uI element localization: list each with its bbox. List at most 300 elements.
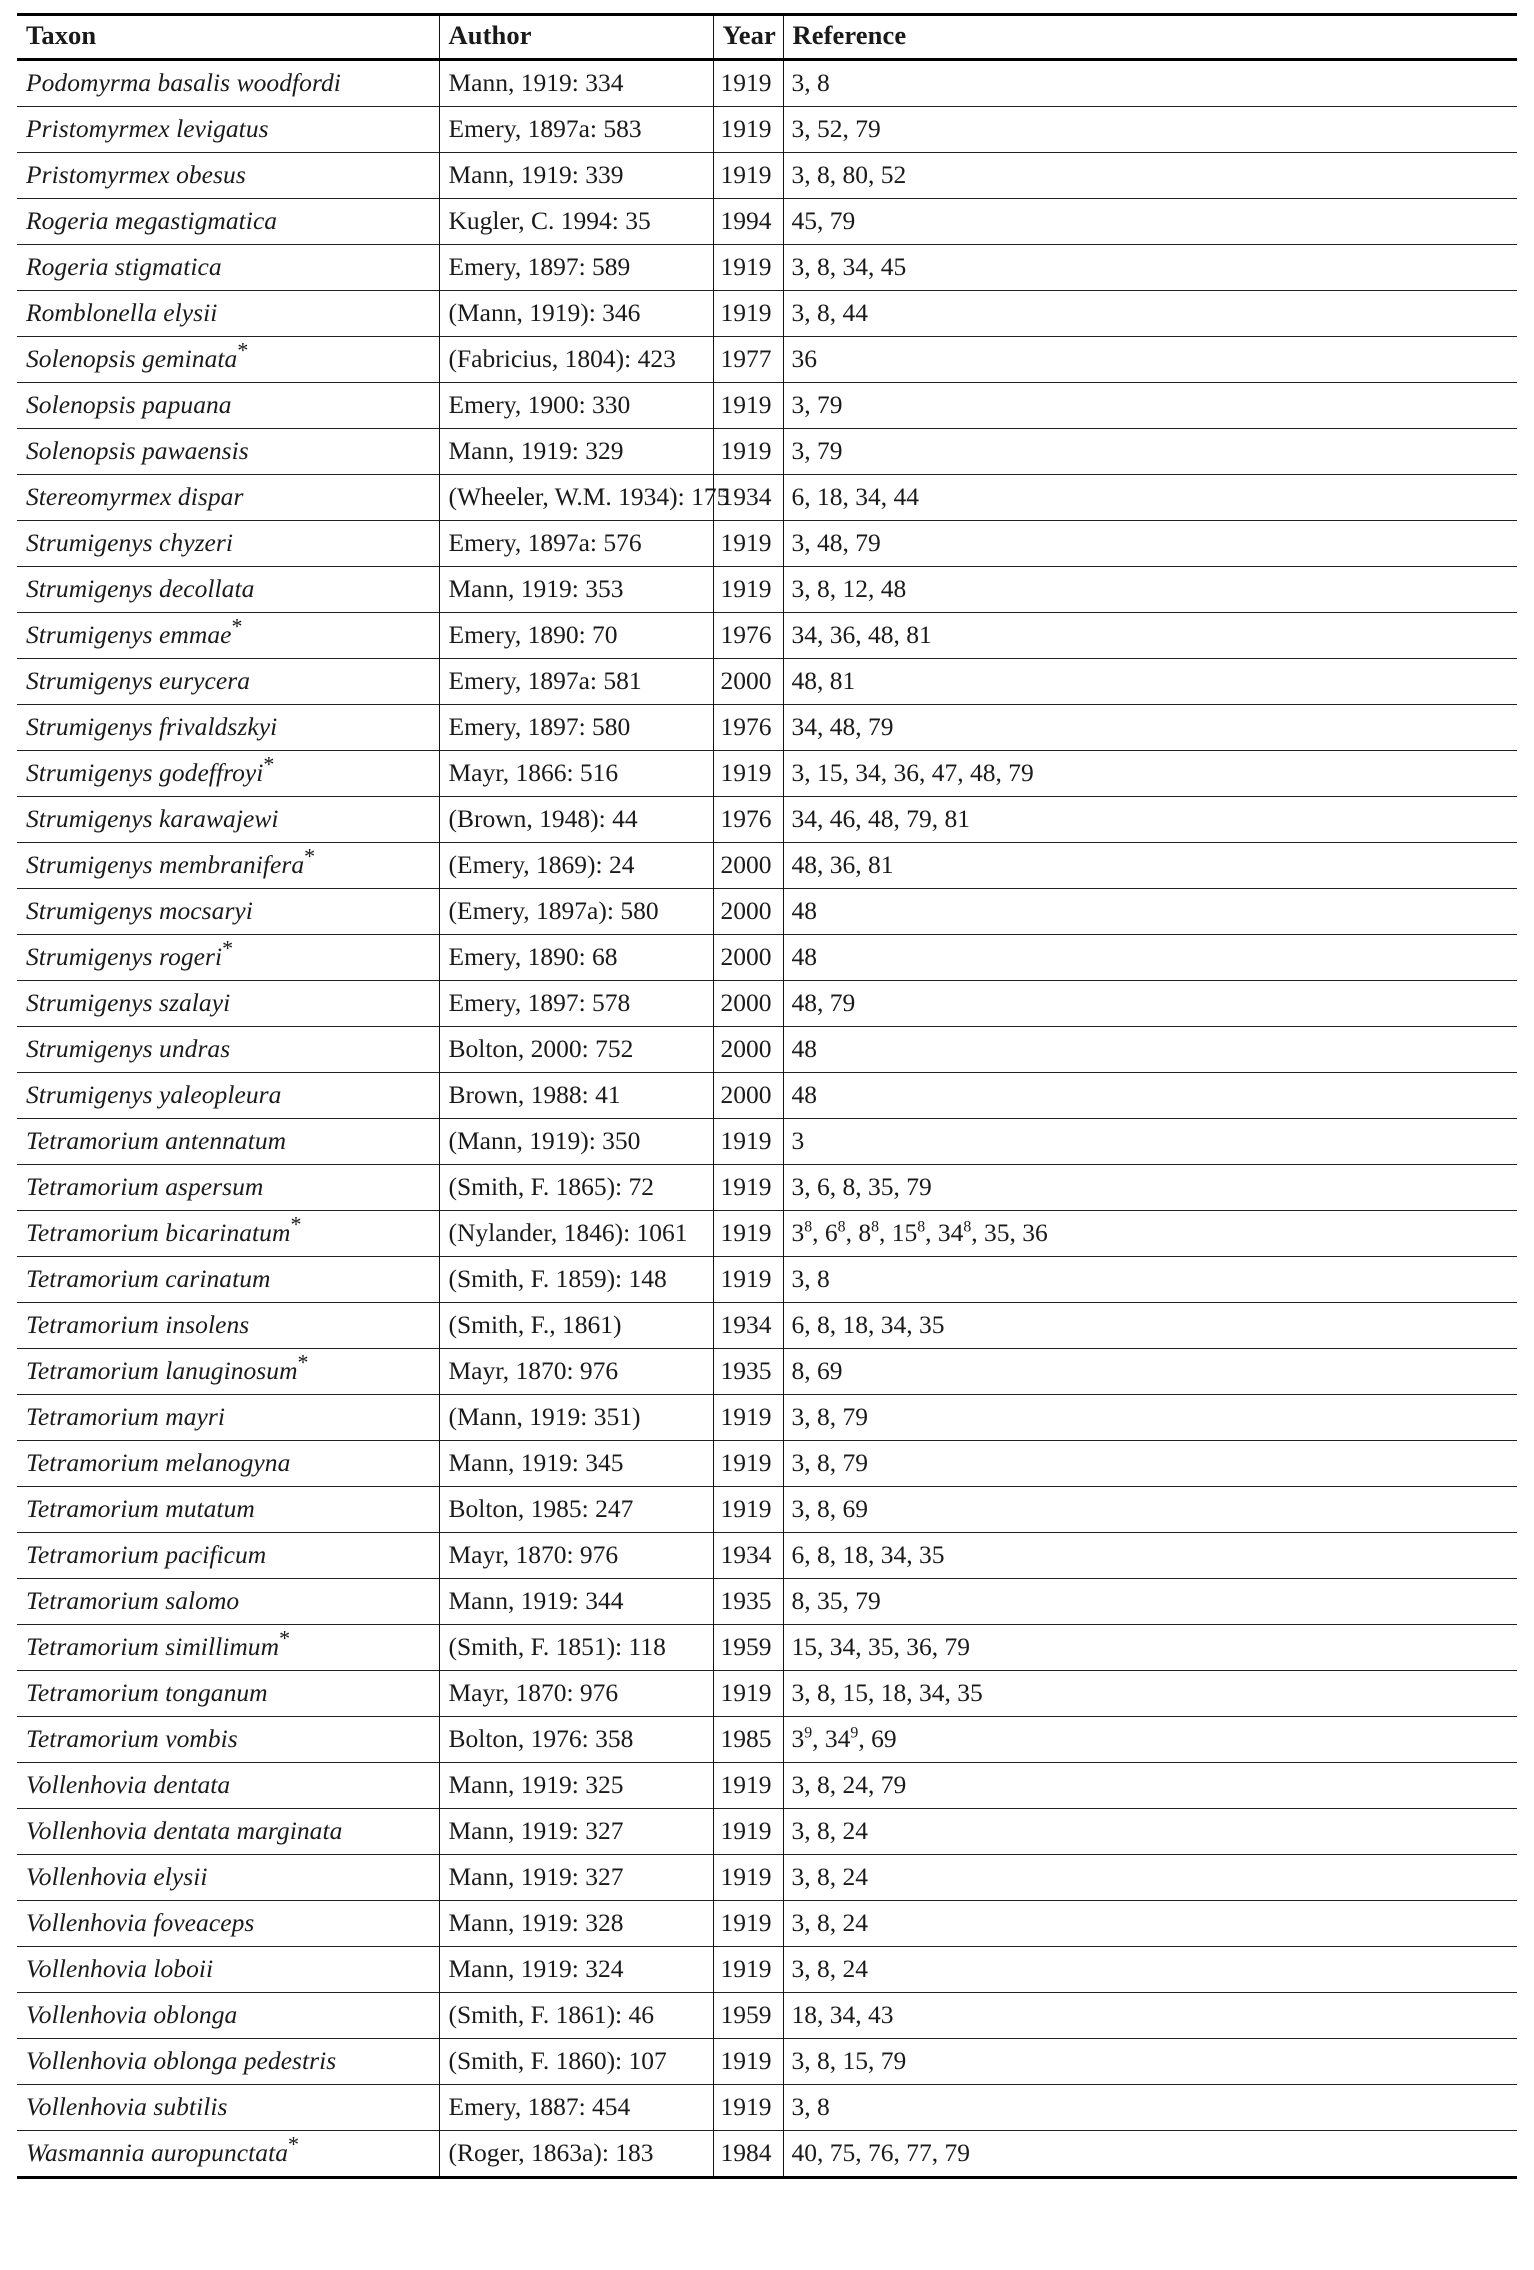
cell-taxon	[17, 1854, 439, 1900]
cell-year: 1919	[713, 428, 783, 474]
cell-reference: 15, 34, 35, 36, 79	[783, 1624, 1517, 1670]
table-row	[17, 520, 1517, 566]
cell-reference	[783, 1210, 1517, 1256]
cell-taxon	[17, 1716, 439, 1762]
cell-year: 1985	[713, 1716, 783, 1762]
cell-author: (Emery, 1869): 24	[439, 842, 713, 888]
table-row	[17, 1578, 1517, 1624]
taxon-name: Solenopsis geminata	[26, 343, 238, 373]
table-header	[17, 15, 1517, 60]
cell-author: Mann, 1919: 353	[439, 566, 713, 612]
cell-year: 1919	[713, 382, 783, 428]
taxon-name: Strumigenys membranifera	[26, 849, 305, 879]
cell-year: 1977	[713, 336, 783, 382]
table-row	[17, 1946, 1517, 1992]
cell-taxon	[17, 1670, 439, 1716]
cell-reference: 48	[783, 1026, 1517, 1072]
table-row	[17, 1762, 1517, 1808]
taxon-name: Strumigenys chyzeri	[26, 527, 234, 557]
document-page	[0, 13, 1534, 2270]
table-row	[17, 566, 1517, 612]
cell-year: 1976	[713, 704, 783, 750]
cell-taxon	[17, 520, 439, 566]
cell-reference: 34, 46, 48, 79, 81	[783, 796, 1517, 842]
cell-author: Mann, 1919: 327	[439, 1854, 713, 1900]
cell-author: Mann, 1919: 345	[439, 1440, 713, 1486]
reference-token: , 6	[812, 1217, 838, 1247]
cell-author: Emery, 1887: 454	[439, 2084, 713, 2130]
taxon-name: Stereomyrmex dispar	[26, 481, 244, 511]
table-body	[17, 59, 1517, 2176]
taxon-name: Pristomyrmex levigatus	[26, 113, 269, 143]
cell-reference: 48	[783, 1072, 1517, 1118]
cell-year: 1976	[713, 796, 783, 842]
cell-year: 2000	[713, 888, 783, 934]
taxon-name: Vollenhovia elysii	[26, 1861, 208, 1891]
cell-author: Mann, 1919: 334	[439, 59, 713, 106]
asterisk-marker: *	[288, 2131, 300, 2157]
cell-author: Bolton, 2000: 752	[439, 1026, 713, 1072]
cell-author: Emery, 1897a: 576	[439, 520, 713, 566]
cell-year: 1919	[713, 152, 783, 198]
column-header-author: Author	[439, 15, 713, 60]
cell-year: 2000	[713, 1026, 783, 1072]
table-row	[17, 1854, 1517, 1900]
cell-author: Emery, 1897a: 581	[439, 658, 713, 704]
cell-author: Mann, 1919: 325	[439, 1762, 713, 1808]
cell-taxon	[17, 1578, 439, 1624]
cell-reference: 48	[783, 888, 1517, 934]
cell-author: Emery, 1890: 70	[439, 612, 713, 658]
table-row	[17, 290, 1517, 336]
reference-superscript: 8	[917, 1218, 926, 1236]
cell-author: Emery, 1890: 68	[439, 934, 713, 980]
taxon-name: Strumigenys yaleopleura	[26, 1079, 282, 1109]
cell-author: (Mann, 1919): 350	[439, 1118, 713, 1164]
table-row	[17, 1394, 1517, 1440]
cell-year: 1919	[713, 1854, 783, 1900]
cell-reference: 3, 8, 79	[783, 1394, 1517, 1440]
cell-year: 1919	[713, 290, 783, 336]
cell-taxon	[17, 244, 439, 290]
cell-reference: 3, 79	[783, 382, 1517, 428]
cell-reference: 18, 34, 43	[783, 1992, 1517, 2038]
cell-author: Mann, 1919: 328	[439, 1900, 713, 1946]
cell-year: 2000	[713, 934, 783, 980]
cell-year: 2000	[713, 980, 783, 1026]
table-row	[17, 1072, 1517, 1118]
taxon-name: Strumigenys karawajewi	[26, 803, 279, 833]
cell-reference: 3, 8, 69	[783, 1486, 1517, 1532]
cell-author: Mann, 1919: 329	[439, 428, 713, 474]
asterisk-marker: *	[290, 1211, 302, 1237]
taxon-name: Vollenhovia dentata	[26, 1769, 231, 1799]
cell-taxon	[17, 336, 439, 382]
cell-reference: 3, 48, 79	[783, 520, 1517, 566]
taxon-name: Tetramorium carinatum	[26, 1263, 271, 1293]
cell-year: 1919	[713, 1900, 783, 1946]
taxon-name: Strumigenys frivaldszkyi	[26, 711, 278, 741]
cell-year: 1934	[713, 1532, 783, 1578]
cell-taxon	[17, 1164, 439, 1210]
cell-reference: 3, 8, 12, 48	[783, 566, 1517, 612]
cell-taxon	[17, 1440, 439, 1486]
cell-year: 2000	[713, 1072, 783, 1118]
cell-reference: 3, 52, 79	[783, 106, 1517, 152]
cell-reference: 8, 35, 79	[783, 1578, 1517, 1624]
cell-author: (Smith, F. 1865): 72	[439, 1164, 713, 1210]
reference-superscript: 8	[804, 1218, 813, 1236]
cell-taxon	[17, 842, 439, 888]
cell-year: 1934	[713, 1302, 783, 1348]
table-row	[17, 1624, 1517, 1670]
table-row	[17, 1808, 1517, 1854]
table-row	[17, 336, 1517, 382]
reference-token: , 34	[925, 1217, 964, 1247]
cell-author: Emery, 1897: 580	[439, 704, 713, 750]
reference-token: 3	[791, 1217, 805, 1247]
table-row	[17, 428, 1517, 474]
cell-taxon	[17, 1210, 439, 1256]
table-row	[17, 106, 1517, 152]
cell-reference: 48, 36, 81	[783, 842, 1517, 888]
taxon-name: Tetramorium lanuginosum	[26, 1355, 298, 1385]
cell-taxon	[17, 796, 439, 842]
cell-year: 1919	[713, 2038, 783, 2084]
table-row	[17, 1716, 1517, 1762]
table-row	[17, 1486, 1517, 1532]
cell-reference: 3, 8, 24	[783, 1900, 1517, 1946]
table-row	[17, 980, 1517, 1026]
table-row	[17, 612, 1517, 658]
cell-year: 1919	[713, 1670, 783, 1716]
cell-reference: 40, 75, 76, 77, 79	[783, 2130, 1517, 2176]
table-row	[17, 750, 1517, 796]
taxon-name: Vollenhovia oblonga	[26, 1999, 238, 2029]
cell-taxon	[17, 980, 439, 1026]
cell-reference: 3, 8, 24	[783, 1808, 1517, 1854]
cell-taxon	[17, 1900, 439, 1946]
cell-author: Emery, 1897a: 583	[439, 106, 713, 152]
cell-taxon	[17, 1808, 439, 1854]
cell-reference: 3, 8, 79	[783, 1440, 1517, 1486]
reference-token: , 69	[858, 1723, 897, 1753]
cell-taxon	[17, 612, 439, 658]
cell-author: (Smith, F. 1851): 118	[439, 1624, 713, 1670]
cell-year: 1919	[713, 1164, 783, 1210]
table-row	[17, 1532, 1517, 1578]
cell-year: 1984	[713, 2130, 783, 2176]
cell-taxon	[17, 152, 439, 198]
taxon-name: Vollenhovia loboii	[26, 1953, 214, 1983]
taxon-name: Strumigenys mocsaryi	[26, 895, 253, 925]
taxon-name: Rogeria stigmatica	[26, 251, 222, 281]
taxon-name: Vollenhovia subtilis	[26, 2091, 228, 2121]
asterisk-marker: *	[237, 337, 249, 363]
table-row	[17, 382, 1517, 428]
asterisk-marker: *	[297, 1349, 309, 1375]
taxon-name: Tetramorium insolens	[26, 1309, 250, 1339]
cell-reference: 3, 8, 34, 45	[783, 244, 1517, 290]
cell-year: 1919	[713, 1762, 783, 1808]
table-row	[17, 1440, 1517, 1486]
taxon-name: Vollenhovia foveaceps	[26, 1907, 255, 1937]
cell-taxon	[17, 1486, 439, 1532]
cell-reference: 3, 8	[783, 1256, 1517, 1302]
cell-author: (Smith, F. 1861): 46	[439, 1992, 713, 2038]
table-row	[17, 198, 1517, 244]
cell-author: Emery, 1897: 578	[439, 980, 713, 1026]
reference-superscript: 8	[963, 1218, 972, 1236]
cell-taxon	[17, 290, 439, 336]
cell-taxon	[17, 1624, 439, 1670]
cell-reference: 3, 8, 80, 52	[783, 152, 1517, 198]
cell-year: 1919	[713, 106, 783, 152]
cell-taxon	[17, 704, 439, 750]
cell-taxon	[17, 59, 439, 106]
cell-author: (Wheeler, W.M. 1934): 175	[439, 474, 713, 520]
reference-superscript: 9	[804, 1724, 813, 1742]
cell-year: 1919	[713, 1256, 783, 1302]
cell-reference: 3, 8, 15, 18, 34, 35	[783, 1670, 1517, 1716]
cell-author: (Brown, 1948): 44	[439, 796, 713, 842]
cell-author: Mann, 1919: 339	[439, 152, 713, 198]
taxon-name: Tetramorium vombis	[26, 1723, 238, 1753]
table-row	[17, 1992, 1517, 2038]
table-row	[17, 1302, 1517, 1348]
cell-year: 1919	[713, 1210, 783, 1256]
asterisk-marker: *	[304, 843, 316, 869]
cell-taxon	[17, 888, 439, 934]
table-header-row	[17, 15, 1517, 60]
cell-author: (Fabricius, 1804): 423	[439, 336, 713, 382]
cell-author: Mann, 1919: 324	[439, 1946, 713, 1992]
cell-year: 1919	[713, 750, 783, 796]
taxon-name: Solenopsis papuana	[26, 389, 232, 419]
cell-taxon	[17, 1946, 439, 1992]
asterisk-marker: *	[279, 1625, 291, 1651]
table-row	[17, 59, 1517, 106]
table-row	[17, 1026, 1517, 1072]
taxon-name: Rogeria megastigmatica	[26, 205, 278, 235]
cell-author: (Smith, F., 1861)	[439, 1302, 713, 1348]
cell-reference: 3, 15, 34, 36, 47, 48, 79	[783, 750, 1517, 796]
column-header-reference: Reference	[783, 15, 1517, 60]
cell-reference: 45, 79	[783, 198, 1517, 244]
table-row	[17, 796, 1517, 842]
cell-reference: 3, 6, 8, 35, 79	[783, 1164, 1517, 1210]
taxon-name: Tetramorium aspersum	[26, 1171, 264, 1201]
taxon-name: Solenopsis pawaensis	[26, 435, 249, 465]
cell-author: Kugler, C. 1994: 35	[439, 198, 713, 244]
cell-taxon	[17, 1026, 439, 1072]
taxonomic-checklist-table	[17, 13, 1517, 2176]
cell-author: (Roger, 1863a): 183	[439, 2130, 713, 2176]
taxon-name: Vollenhovia dentata marginata	[26, 1815, 343, 1845]
cell-taxon	[17, 1256, 439, 1302]
cell-reference: 48, 81	[783, 658, 1517, 704]
cell-reference: 6, 8, 18, 34, 35	[783, 1532, 1517, 1578]
taxon-name: Tetramorium pacificum	[26, 1539, 267, 1569]
cell-year: 1919	[713, 1808, 783, 1854]
cell-reference: 34, 48, 79	[783, 704, 1517, 750]
cell-taxon	[17, 566, 439, 612]
table-row	[17, 2084, 1517, 2130]
cell-author: (Nylander, 1846): 1061	[439, 1210, 713, 1256]
cell-year: 2000	[713, 842, 783, 888]
taxon-name: Tetramorium bicarinatum	[26, 1217, 291, 1247]
table-row	[17, 152, 1517, 198]
cell-reference: 8, 69	[783, 1348, 1517, 1394]
cell-author: Mann, 1919: 344	[439, 1578, 713, 1624]
cell-year: 1959	[713, 1992, 783, 2038]
table-row	[17, 704, 1517, 750]
cell-taxon	[17, 474, 439, 520]
table-bottom-rule	[17, 2176, 1517, 2179]
reference-superscript: 8	[871, 1218, 879, 1236]
asterisk-marker: *	[263, 751, 275, 777]
cell-taxon	[17, 428, 439, 474]
cell-year: 1934	[713, 474, 783, 520]
asterisk-marker: *	[231, 613, 243, 639]
cell-author: Mayr, 1866: 516	[439, 750, 713, 796]
cell-author: Mann, 1919: 327	[439, 1808, 713, 1854]
reference-superscript: 9	[850, 1724, 859, 1742]
cell-year: 1919	[713, 1946, 783, 1992]
cell-reference: 3, 79	[783, 428, 1517, 474]
cell-year: 1919	[713, 1440, 783, 1486]
table-row	[17, 1164, 1517, 1210]
cell-taxon	[17, 1348, 439, 1394]
cell-author: Mayr, 1870: 976	[439, 1670, 713, 1716]
cell-author: (Smith, F. 1859): 148	[439, 1256, 713, 1302]
taxon-name: Strumigenys rogeri	[26, 941, 223, 971]
cell-author: Bolton, 1976: 358	[439, 1716, 713, 1762]
reference-superscript: 8	[837, 1218, 846, 1236]
reference-token: , 8	[845, 1217, 872, 1247]
table-row	[17, 1210, 1517, 1256]
cell-year: 1935	[713, 1348, 783, 1394]
cell-taxon	[17, 1302, 439, 1348]
cell-taxon	[17, 106, 439, 152]
cell-taxon	[17, 198, 439, 244]
taxon-name: Tetramorium melanogyna	[26, 1447, 291, 1477]
cell-author: Brown, 1988: 41	[439, 1072, 713, 1118]
taxon-name: Tetramorium tonganum	[26, 1677, 268, 1707]
cell-reference: 3	[783, 1118, 1517, 1164]
cell-year: 1919	[713, 1486, 783, 1532]
cell-reference: 3, 8, 24	[783, 1946, 1517, 1992]
cell-taxon	[17, 934, 439, 980]
reference-token: , 35, 36	[971, 1217, 1048, 1247]
taxon-name: Strumigenys undras	[26, 1033, 231, 1063]
taxon-name: Tetramorium mutatum	[26, 1493, 255, 1523]
cell-year: 1919	[713, 1118, 783, 1164]
cell-taxon	[17, 1118, 439, 1164]
reference-token: , 34	[812, 1723, 851, 1753]
cell-year: 1919	[713, 2084, 783, 2130]
reference-token: 3	[791, 1723, 805, 1753]
table-row	[17, 474, 1517, 520]
taxon-name: Strumigenys godeffroyi	[26, 757, 264, 787]
cell-taxon	[17, 2130, 439, 2176]
cell-reference: 34, 36, 48, 81	[783, 612, 1517, 658]
cell-author: Mayr, 1870: 976	[439, 1348, 713, 1394]
table-row	[17, 842, 1517, 888]
taxon-name: Vollenhovia oblonga pedestris	[26, 2045, 337, 2075]
cell-reference: 3, 8, 24	[783, 1854, 1517, 1900]
cell-taxon	[17, 382, 439, 428]
table-row	[17, 888, 1517, 934]
table-row	[17, 2038, 1517, 2084]
cell-reference: 3, 8, 15, 79	[783, 2038, 1517, 2084]
cell-author: Emery, 1900: 330	[439, 382, 713, 428]
cell-author: (Emery, 1897a): 580	[439, 888, 713, 934]
taxon-name: Romblonella elysii	[26, 297, 218, 327]
cell-taxon	[17, 1762, 439, 1808]
cell-reference	[783, 1716, 1517, 1762]
cell-author: (Mann, 1919): 346	[439, 290, 713, 336]
taxon-name: Pristomyrmex obesus	[26, 159, 246, 189]
cell-year: 2000	[713, 658, 783, 704]
cell-year: 1919	[713, 566, 783, 612]
cell-reference: 3, 8	[783, 59, 1517, 106]
taxon-name: Strumigenys eurycera	[26, 665, 251, 695]
cell-taxon	[17, 1532, 439, 1578]
cell-author: (Smith, F. 1860): 107	[439, 2038, 713, 2084]
cell-taxon	[17, 750, 439, 796]
cell-reference: 48	[783, 934, 1517, 980]
table-row	[17, 658, 1517, 704]
table-row	[17, 1900, 1517, 1946]
cell-author: (Mann, 1919: 351)	[439, 1394, 713, 1440]
cell-author: Emery, 1897: 589	[439, 244, 713, 290]
cell-reference: 3, 8, 44	[783, 290, 1517, 336]
cell-reference: 6, 8, 18, 34, 35	[783, 1302, 1517, 1348]
asterisk-marker: *	[222, 935, 234, 961]
taxon-name: Tetramorium mayri	[26, 1401, 225, 1431]
table-row	[17, 1348, 1517, 1394]
cell-taxon	[17, 1992, 439, 2038]
table-row	[17, 1256, 1517, 1302]
table-row	[17, 1118, 1517, 1164]
cell-year: 1919	[713, 520, 783, 566]
cell-taxon	[17, 2038, 439, 2084]
taxon-name: Strumigenys decollata	[26, 573, 255, 603]
cell-year: 1919	[713, 59, 783, 106]
taxon-name: Podomyrma basalis woodfordi	[26, 67, 341, 97]
taxon-name: Wasmannia auropunctata	[26, 2137, 289, 2167]
cell-author: Bolton, 1985: 247	[439, 1486, 713, 1532]
table-row	[17, 1670, 1517, 1716]
taxon-name: Tetramorium antennatum	[26, 1125, 287, 1155]
table-row	[17, 2130, 1517, 2176]
cell-author: Mayr, 1870: 976	[439, 1532, 713, 1578]
column-header-year: Year	[713, 15, 783, 60]
cell-reference: 3, 8	[783, 2084, 1517, 2130]
column-header-taxon: Taxon	[26, 20, 97, 50]
cell-year: 1935	[713, 1578, 783, 1624]
taxon-name: Strumigenys emmae	[26, 619, 232, 649]
cell-reference: 6, 18, 34, 44	[783, 474, 1517, 520]
cell-year: 1919	[713, 1394, 783, 1440]
table-row	[17, 244, 1517, 290]
cell-year: 1976	[713, 612, 783, 658]
cell-reference: 3, 8, 24, 79	[783, 1762, 1517, 1808]
table-row	[17, 934, 1517, 980]
cell-taxon	[17, 658, 439, 704]
cell-reference: 48, 79	[783, 980, 1517, 1026]
